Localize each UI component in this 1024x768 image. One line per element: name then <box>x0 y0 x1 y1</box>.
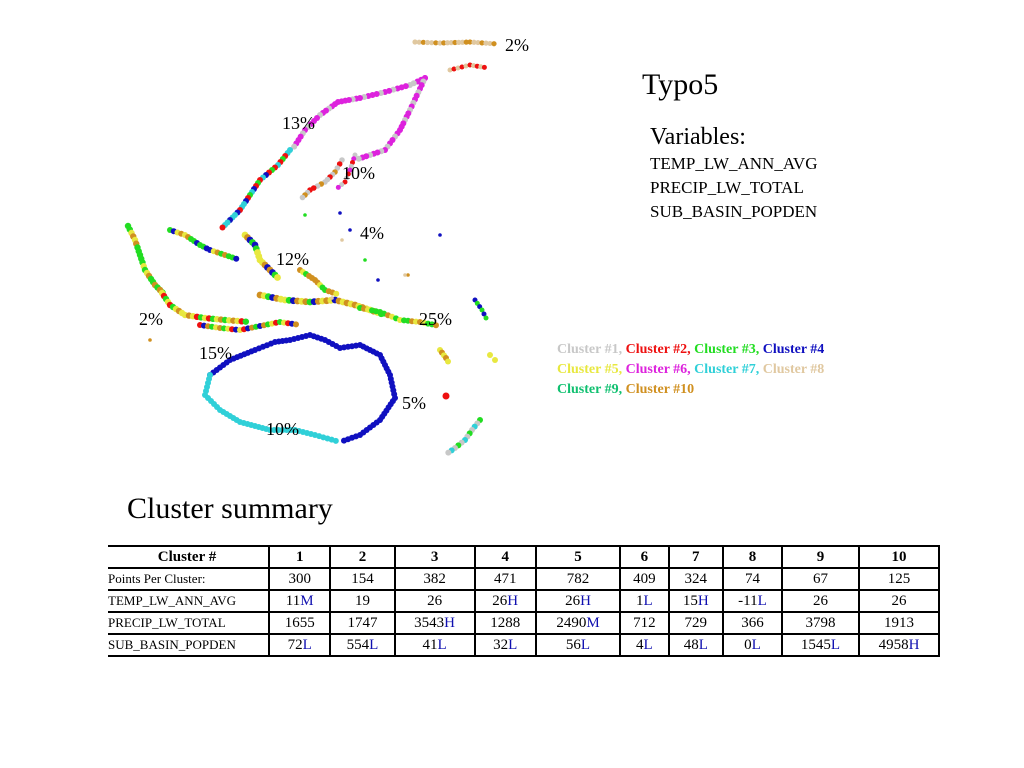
legend-line <box>557 360 824 380</box>
cell-value: 4958 <box>878 636 909 653</box>
cell-value: 48 <box>683 636 699 653</box>
cell-value: 26 <box>813 592 829 609</box>
level-letter: L <box>580 636 591 653</box>
cluster-point <box>376 278 380 282</box>
table-row <box>108 634 939 656</box>
level-letter: L <box>437 636 447 653</box>
table-cell <box>536 590 620 612</box>
cluster-point <box>340 238 344 242</box>
row-label: SUB_BASIN_POPDEN <box>108 634 269 656</box>
legend-entry: Cluster #7, <box>694 362 760 377</box>
table-cell <box>269 634 330 656</box>
table-header-cell: 9 <box>782 546 859 568</box>
cell-value: 409 <box>633 570 656 587</box>
legend-line <box>557 340 824 360</box>
percent-label: 10% <box>342 163 375 183</box>
table-cell <box>859 612 939 634</box>
summary-table-wrapper <box>108 545 942 657</box>
cluster-legend <box>557 340 824 400</box>
level-letter: H <box>697 592 709 609</box>
table-cell <box>620 612 669 634</box>
table-cell <box>330 634 394 656</box>
cluster-point <box>484 316 489 321</box>
level-letter: L <box>508 636 518 653</box>
table-header-row <box>108 546 939 568</box>
table-cell <box>475 568 536 590</box>
cell-value: 782 <box>566 570 590 587</box>
variables-panel <box>650 122 817 224</box>
table-cell <box>723 612 782 634</box>
percent-label: 12% <box>276 249 309 269</box>
row-label: Points Per Cluster: <box>108 568 269 590</box>
cluster-map <box>110 30 529 470</box>
table-cell <box>620 568 669 590</box>
variable-item: PRECIP_LW_TOTAL <box>650 178 804 197</box>
variables-heading: Variables: <box>650 124 746 150</box>
legend-entry: Cluster #3, <box>694 342 760 357</box>
table-cell <box>395 612 475 634</box>
variable-item: TEMP_LW_ANN_AVG <box>650 154 818 173</box>
table-cell <box>330 612 394 634</box>
level-letter: H <box>908 636 920 653</box>
table-header-cell: Cluster # <box>108 546 269 568</box>
table-header-cell: 2 <box>330 546 394 568</box>
row-label: TEMP_LW_ANN_AVG <box>108 590 269 612</box>
cell-value: 554 <box>346 636 370 653</box>
cluster-point <box>333 438 339 444</box>
cluster-point <box>482 65 487 70</box>
cell-value: 0 <box>744 636 752 653</box>
level-letter: L <box>643 636 653 653</box>
legend-entry: Cluster #2, <box>625 342 691 357</box>
cluster-point <box>303 213 307 217</box>
summary-table <box>108 545 940 657</box>
cluster-point <box>283 338 289 344</box>
cell-value: 74 <box>744 570 760 587</box>
legend-line <box>557 380 824 400</box>
legend-entry: Cluster #4 <box>762 342 825 357</box>
cluster-point <box>348 228 352 232</box>
table-header-cell: 10 <box>859 546 939 568</box>
table-cell <box>395 634 475 656</box>
table-cell <box>669 612 723 634</box>
cell-value: 15 <box>682 592 698 609</box>
percent-label: 2% <box>505 35 529 55</box>
cell-value: 1545 <box>800 636 831 653</box>
variable-item: SUB_BASIN_POPDEN <box>650 202 818 221</box>
level-letter: H <box>444 614 455 631</box>
cell-value: 125 <box>887 570 911 587</box>
cluster-point <box>491 41 496 46</box>
cell-value: 41 <box>422 636 438 653</box>
percent-label: 13% <box>282 113 315 133</box>
cell-value: 300 <box>288 570 311 587</box>
cell-value: 72 <box>287 636 303 653</box>
cell-value: 1288 <box>490 614 521 631</box>
level-letter: M <box>300 592 314 609</box>
cluster-point <box>492 357 498 363</box>
legend-entry: Cluster #8 <box>762 362 825 377</box>
cluster-point <box>445 450 451 456</box>
cluster-point <box>148 338 152 342</box>
table-cell <box>475 590 536 612</box>
cluster-point <box>336 185 341 190</box>
table-cell <box>269 568 330 590</box>
cell-value: 26 <box>565 592 581 609</box>
table-cell <box>330 568 394 590</box>
level-letter: M <box>586 614 600 631</box>
table-cell <box>395 568 475 590</box>
table-row <box>108 590 939 612</box>
cell-value: 729 <box>684 614 708 631</box>
table-cell <box>859 590 939 612</box>
cell-value: 154 <box>351 570 374 587</box>
legend-entry: Cluster #10 <box>625 382 695 397</box>
table-cell <box>620 634 669 656</box>
cluster-point <box>487 352 493 358</box>
cluster-point <box>403 273 407 277</box>
cluster-point <box>445 359 451 365</box>
level-letter: H <box>507 592 519 609</box>
table-header-cell: 4 <box>475 546 536 568</box>
table-cell <box>859 568 939 590</box>
percent-label: 4% <box>360 223 384 243</box>
cell-value: -11 <box>738 592 758 609</box>
cell-value: 19 <box>355 592 370 609</box>
map-dots <box>110 30 510 470</box>
cluster-point <box>338 211 342 215</box>
cell-value: 3798 <box>805 614 836 631</box>
cell-value: 712 <box>633 614 656 631</box>
table-cell <box>782 612 859 634</box>
cluster-point <box>330 296 334 300</box>
table-cell <box>669 590 723 612</box>
cluster-point <box>274 274 281 281</box>
page-title: Typo5 <box>642 68 719 101</box>
cell-value: 26 <box>891 592 907 609</box>
table-cell <box>536 568 620 590</box>
cell-value: 4 <box>636 636 644 653</box>
table-cell <box>669 634 723 656</box>
legend-entry: Cluster #9, <box>557 382 623 397</box>
table-cell <box>859 634 939 656</box>
cluster-point <box>341 438 347 444</box>
table-cell <box>536 612 620 634</box>
table-cell <box>723 634 782 656</box>
table-cell <box>782 568 859 590</box>
cell-value: 324 <box>684 570 708 587</box>
level-letter: L <box>830 636 841 653</box>
cell-value: 1655 <box>284 614 315 631</box>
table-header-cell: 5 <box>536 546 620 568</box>
cell-value: 26 <box>492 592 508 609</box>
table-cell <box>269 612 330 634</box>
level-letter: L <box>643 592 653 609</box>
cluster-point <box>243 318 249 324</box>
legend-entry: Cluster #1, <box>557 342 623 357</box>
cell-value: 1747 <box>347 614 378 631</box>
table-header-cell: 8 <box>723 546 782 568</box>
percent-label: 15% <box>199 343 232 363</box>
row-label: PRECIP_LW_TOTAL <box>108 612 269 634</box>
cell-value: 11 <box>285 592 301 609</box>
cluster-point <box>220 225 226 231</box>
table-row <box>108 612 939 634</box>
cluster-point <box>233 256 239 262</box>
cell-value: 32 <box>493 636 509 653</box>
cell-value: 382 <box>423 570 446 587</box>
cell-value: 3543 <box>414 614 445 631</box>
cell-value: 471 <box>493 570 517 587</box>
percent-label: 25% <box>419 309 452 329</box>
table-cell <box>782 634 859 656</box>
level-letter: L <box>698 636 708 653</box>
cell-value: 366 <box>741 614 764 631</box>
cell-value: 26 <box>427 592 443 609</box>
table-cell <box>395 590 475 612</box>
percent-label: 2% <box>139 309 163 329</box>
level-letter: H <box>580 592 591 609</box>
cell-value: 2490 <box>556 614 587 631</box>
cluster-point <box>363 258 367 262</box>
legend-entry: Cluster #5, <box>557 362 623 377</box>
table-header-cell: 1 <box>269 546 330 568</box>
table-cell <box>723 590 782 612</box>
table-header-cell: 3 <box>395 546 475 568</box>
table-row <box>108 568 939 590</box>
cluster-point <box>438 233 442 237</box>
table-cell <box>723 568 782 590</box>
level-letter: L <box>751 636 761 653</box>
table-cell <box>536 634 620 656</box>
cluster-point <box>300 195 306 201</box>
cell-value: 1 <box>636 592 644 609</box>
cluster-point <box>443 393 450 400</box>
table-cell <box>330 590 394 612</box>
level-letter: L <box>302 636 312 653</box>
percent-label: 5% <box>402 393 426 413</box>
table-cell <box>475 612 536 634</box>
table-header-cell: 6 <box>620 546 669 568</box>
cluster-point <box>293 321 299 327</box>
summary-title: Cluster summary <box>127 492 333 525</box>
level-letter: L <box>369 636 379 653</box>
table-cell <box>269 590 330 612</box>
table-header-cell: 7 <box>669 546 723 568</box>
percent-label: 10% <box>266 419 299 439</box>
table-cell <box>782 590 859 612</box>
table-cell <box>669 568 723 590</box>
table-cell <box>620 590 669 612</box>
cell-value: 67 <box>813 570 829 587</box>
legend-entry: Cluster #6, <box>625 362 691 377</box>
cell-value: 1913 <box>884 614 915 631</box>
cell-value: 56 <box>565 636 581 653</box>
cluster-point <box>333 291 339 297</box>
level-letter: L <box>757 592 767 609</box>
table-cell <box>475 634 536 656</box>
